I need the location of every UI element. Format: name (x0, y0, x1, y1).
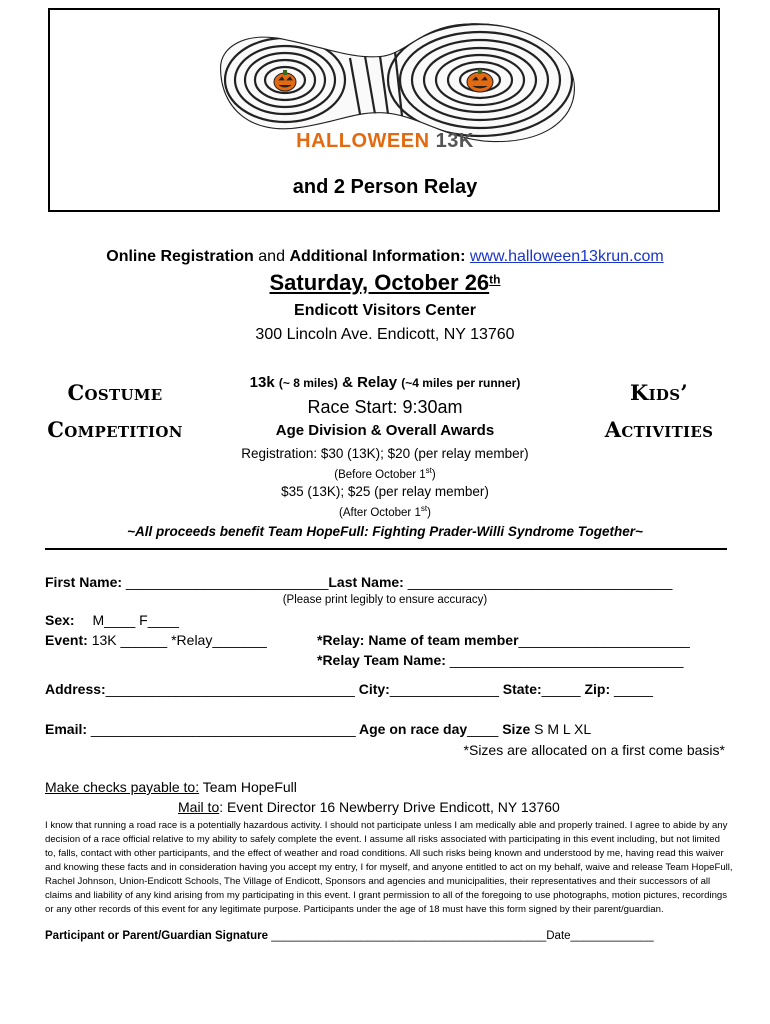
zip-field[interactable]: _____ (610, 681, 653, 697)
age-label: Age on race day (355, 721, 468, 737)
relay-team-label: *Relay Team Name: (317, 652, 446, 668)
address-row (45, 681, 735, 697)
before-sup: st (425, 466, 432, 475)
race-date (0, 270, 770, 296)
race-date-text: Saturday, October 26 (269, 270, 490, 295)
state-label: State: (498, 681, 542, 697)
after-sup: st (420, 504, 428, 513)
event-row (45, 632, 267, 648)
email-row (45, 721, 735, 737)
email-label: Email: (45, 721, 88, 737)
distance-line (0, 374, 770, 391)
city-field[interactable]: ______________ (389, 681, 499, 697)
signature-field[interactable]: ___________________________________________ (268, 930, 547, 942)
sex-label: Sex: (45, 612, 75, 628)
before-text: (Before October 1 (334, 468, 426, 481)
race-start: Race Start: 9:30am (307, 397, 463, 417)
additional-label: Additional Information: (289, 248, 466, 265)
first-name-field[interactable]: __________________________ (122, 574, 329, 590)
relay-team-row (317, 652, 683, 668)
age-field[interactable]: ____ (467, 721, 499, 737)
email-field[interactable]: __________________________________ (87, 721, 356, 737)
zip-label: Zip: (580, 681, 611, 697)
relay-member-row (317, 632, 690, 648)
before-date (0, 466, 770, 481)
size-label: Size (498, 721, 531, 737)
waiver-text: I know that running a road race is a potentially hazardous activity. I should not participate unless I am medically able and properly trained. I agree to abide by any decision of a race official relative to my ability to safely complete the event. I assume all risks associated with participating in this event including, but not limited to, falls, contact with other participants, and the effect of weather and road conditions. All such risks being known and understood by me, having read this waiver and knowing these facts and in consideration having you accept my entry, I for myself, and anyone entitled to act on my behalf, waive and release Team HopeFull, Rachel Johnson, Union-Endicott Schools, The Village of Endicott, Sponsors and agencies and municipalities, their representatives and their successors of all claims and liability of any kind arising from my participating in this event. I grant permission to all of the foregoing to use photographs, motion pictures, recordings or any other records of this event for any legitimate purpose. Participants under the age of 18 must have this form signed by their parent/guardian. (45, 820, 733, 915)
registration-label: Online Registration (106, 248, 254, 265)
relay-team-field[interactable]: ______________________________ (445, 652, 684, 668)
address-field[interactable]: ________________________________ (105, 681, 355, 697)
distance-13k-note: (~ 8 miles) (278, 376, 338, 390)
sex-field[interactable]: M____ F____ (92, 612, 179, 628)
checks-row (45, 779, 297, 795)
fee-early: Registration: $30 (13K); $20 (per relay member) (241, 446, 529, 461)
race-date-sup: th (489, 272, 501, 287)
name-row (45, 574, 735, 590)
state-field[interactable]: _____ (541, 681, 581, 697)
mail-value: : Event Director 16 Newberry Drive Endicott, NY 13760 (219, 799, 560, 815)
signature-label: Participant or Parent/Guardian Signature (45, 930, 269, 942)
event-label: Event: (45, 632, 88, 648)
fee-late: $35 (13K); $25 (per relay member) (281, 484, 489, 499)
website-link[interactable]: www.halloween13krun.com (469, 248, 664, 265)
and-text: and (258, 248, 285, 265)
relay-member-label: *Relay: Name of team member (317, 632, 519, 648)
size-note: *Sizes are allocated on a first come basis* (463, 742, 725, 758)
awards: Age Division & Overall Awards (275, 422, 495, 439)
logo-title-orange: HALLOWEEN (296, 130, 430, 152)
after-date (0, 504, 770, 519)
checks-label: Make checks payable to: (45, 779, 200, 795)
relay-note: (~4 miles per runner) (401, 376, 521, 390)
section-divider (45, 548, 727, 550)
last-name-label: Last Name: (328, 574, 404, 590)
logo-title-dark: 13K (435, 130, 474, 152)
checks-value: Team HopeFull (199, 779, 297, 795)
costume-label-line1: Costume (67, 380, 163, 405)
size-options[interactable]: S M L XL (530, 721, 592, 737)
costume-label-line2: Competition (47, 417, 183, 442)
event-subtitle: and 2 Person Relay (292, 176, 478, 198)
date-field[interactable]: _____________ (570, 930, 654, 942)
mail-label: Mail to (178, 799, 220, 815)
before-close: ) (431, 468, 436, 481)
logo-title (0, 130, 770, 153)
relay-member-field[interactable]: ______________________ (518, 632, 690, 648)
registration-line (0, 248, 770, 266)
city-label: City: (354, 681, 390, 697)
distance-13k: 13k (249, 374, 275, 391)
venue: Endicott Visitors Center (294, 302, 476, 319)
print-note: (Please print legibly to ensure accuracy) (282, 594, 488, 606)
date-label: Date (546, 930, 571, 942)
mail-row (178, 799, 560, 815)
after-text: (After October 1 (339, 506, 421, 519)
kids-label-line2: Activities (604, 417, 714, 442)
first-name-label: First Name: (45, 574, 123, 590)
venue-address: 300 Lincoln Ave. Endicott, NY 13760 (255, 326, 515, 343)
signature-row (45, 930, 735, 942)
proceeds-note: ~All proceeds benefit Team HopeFull: Fighting Prader-Willi Syndrome Together~ (127, 524, 643, 539)
address-label: Address: (45, 681, 106, 697)
last-name-field[interactable]: __________________________________ (403, 574, 673, 590)
event-field[interactable]: 13K ______ *Relay_______ (91, 632, 267, 648)
after-close: ) (427, 506, 431, 519)
relay-join: & Relay (342, 374, 398, 391)
kids-label-line1: Kids’ (630, 380, 688, 405)
sex-row (45, 612, 179, 628)
